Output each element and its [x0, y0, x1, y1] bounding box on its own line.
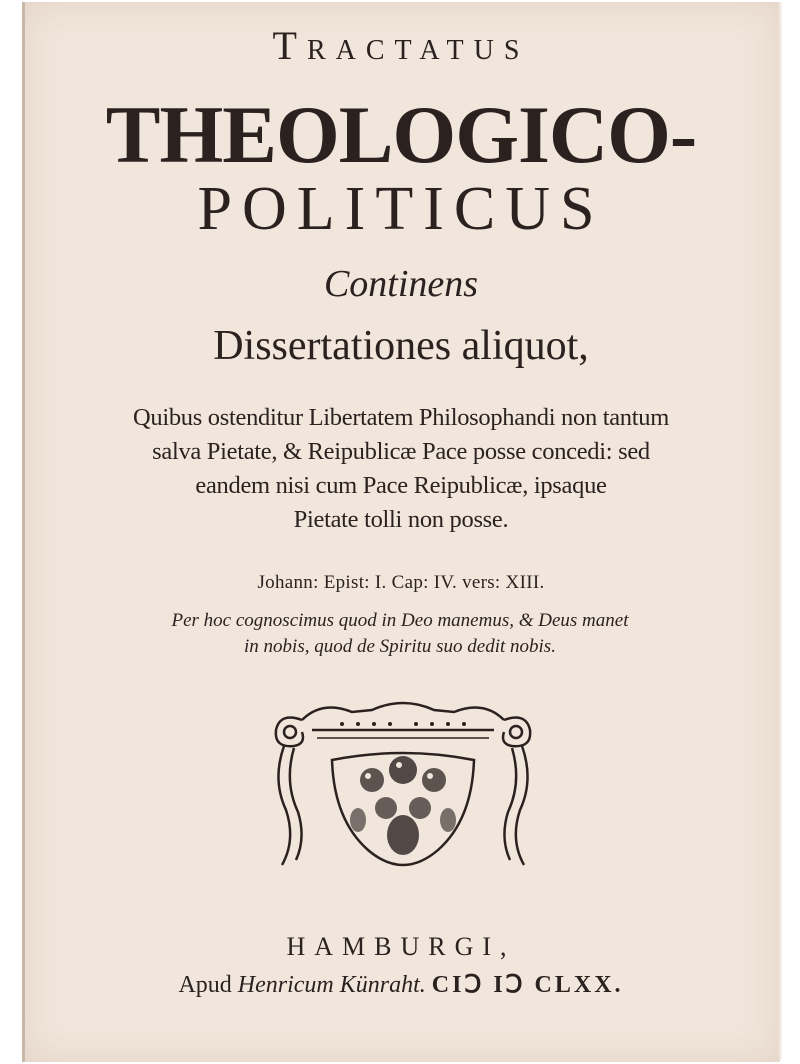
description-line-3: eandem nisi cum Pace Reipublicæ, ipsaque	[195, 472, 607, 499]
title-line-theologico: THEOLOGICO-	[105, 89, 697, 180]
subtitle-dissertationes: Dissertationes aliquot,	[213, 323, 589, 369]
description-line-4: Pietate tolli non posse.	[293, 506, 509, 533]
epigraph-quote-line-1: Per hoc cognoscimus quod in Deo manemus, & Deus manet	[171, 610, 629, 631]
imprint-printer: Henricum Künraht.	[237, 972, 426, 998]
imprint-apud: Apud	[178, 972, 232, 998]
epigraph-citation: Johann: Epist: I. Cap: IV. vers: XIII.	[257, 572, 545, 593]
epigraph-quote-line-2: in nobis, quod de Spiritu suo dedit nobis.	[244, 636, 556, 657]
subtitle-continens: Continens	[323, 263, 479, 305]
imprint-city: HAMBURGI,	[286, 932, 516, 961]
title-line-politicus: POLITICUS	[197, 175, 605, 243]
imprint-year: CIↃ IↃ CLXX.	[431, 972, 624, 998]
description-line-2: salva Pietate, & Reipublicæ Pace posse concedi: sed	[152, 438, 650, 465]
title-line-tractatus: Tractatus	[272, 23, 530, 68]
printer-ornament-icon	[262, 690, 544, 890]
imprint-line	[22, 970, 780, 999]
description-line-1: Quibus ostenditur Libertatem Philosophandi non tantum	[133, 404, 669, 431]
